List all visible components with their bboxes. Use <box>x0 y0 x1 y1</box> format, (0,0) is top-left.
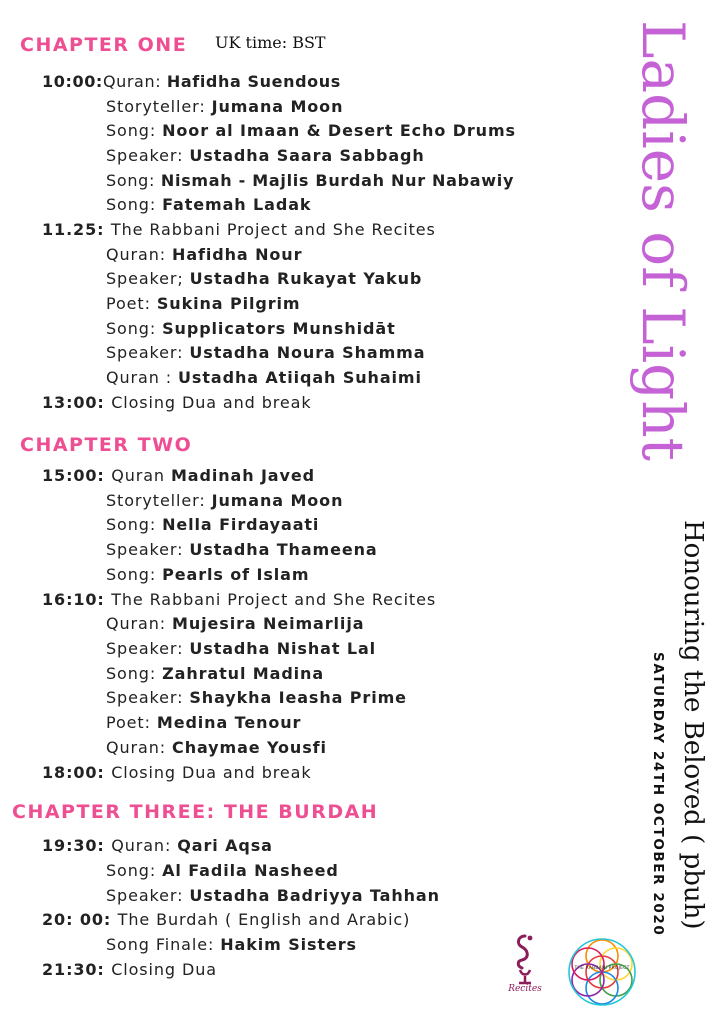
schedule-row: 19:30: Quran: Qari Aqsa <box>42 836 273 855</box>
schedule-row: Poet: Medina Tenour <box>106 713 302 732</box>
schedule-row: Quran: Chaymae Yousfi <box>106 738 327 757</box>
schedule-row: 21:30: Closing Dua <box>42 960 217 979</box>
schedule-row: 16:10: The Rabbani Project and She Recites <box>42 590 437 609</box>
chapter-one-heading: CHAPTER ONE <box>20 34 188 56</box>
schedule-row: Song: Noor al Imaan & Desert Echo Drums <box>106 121 516 140</box>
schedule-row: Song: Al Fadila Nasheed <box>106 861 339 880</box>
schedule-row: Quran: Mujesira Neimarlija <box>106 614 365 633</box>
schedule-row: Speaker: Shaykha Ieasha Prime <box>106 688 407 707</box>
rabbani-project-wordmark: THE RABBANI PROJECT <box>574 966 630 971</box>
rabbani-project-logo <box>563 933 641 1011</box>
schedule-row: Storyteller: Jumana Moon <box>106 97 344 116</box>
schedule-row: Speaker: Ustadha Thameena <box>106 540 378 559</box>
she-recites-icon <box>500 930 550 986</box>
schedule-row: Speaker: Ustadha Badriyya Tahhan <box>106 886 440 905</box>
she-recites-logo <box>500 930 550 1000</box>
schedule-row: Song Finale: Hakim Sisters <box>106 935 357 954</box>
schedule-row: Poet: Sukina Pilgrim <box>106 294 301 313</box>
event-date: SATURDAY 24TH OCTOBER 2020 <box>650 652 666 937</box>
schedule-row: Speaker: Ustadha Nishat Lal <box>106 639 377 658</box>
schedule-row: 15:00: Quran Madinah Javed <box>42 466 315 485</box>
chapter-three-heading: CHAPTER THREE: THE BURDAH <box>12 801 379 823</box>
schedule-row: 18:00: Closing Dua and break <box>42 763 312 782</box>
schedule-row: Song: Fatemah Ladak <box>106 195 312 214</box>
schedule-row: Song: Pearls of Islam <box>106 565 310 584</box>
schedule-row: Song: Supplicators Munshidāt <box>106 319 396 338</box>
schedule-row: 13:00: Closing Dua and break <box>42 393 312 412</box>
event-title: Ladies of Light <box>629 20 697 461</box>
schedule-row: Quran: Hafidha Nour <box>106 245 303 264</box>
schedule-row: Speaker; Ustadha Rukayat Yakub <box>106 269 423 288</box>
schedule-row: Quran : Ustadha Atiiqah Suhaimi <box>106 368 422 387</box>
schedule-row: Storyteller: Jumana Moon <box>106 491 344 510</box>
schedule-row: Speaker: Ustadha Saara Sabbagh <box>106 146 425 165</box>
event-subtitle: Honouring the Beloved ( pbuh) <box>678 520 708 930</box>
schedule-row: 20: 00: The Burdah ( English and Arabic) <box>42 910 411 929</box>
schedule-row: Speaker: Ustadha Noura Shamma <box>106 343 426 362</box>
chapter-two-heading: CHAPTER TWO <box>20 434 193 456</box>
schedule-row: 11.25: The Rabbani Project and She Recites <box>42 220 436 239</box>
schedule-row: Song: Nismah - Majlis Burdah Nur Nabawiy <box>106 171 515 190</box>
uk-time-note: UK time: BST <box>215 33 326 52</box>
flower-of-life-icon <box>563 933 641 1011</box>
schedule-row: Song: Zahratul Madina <box>106 664 325 683</box>
schedule-row: 10:00:Quran: Hafidha Suendous <box>42 72 341 91</box>
schedule-row: Song: Nella Firdayaati <box>106 515 320 534</box>
she-recites-wordmark: Recites <box>508 984 542 994</box>
